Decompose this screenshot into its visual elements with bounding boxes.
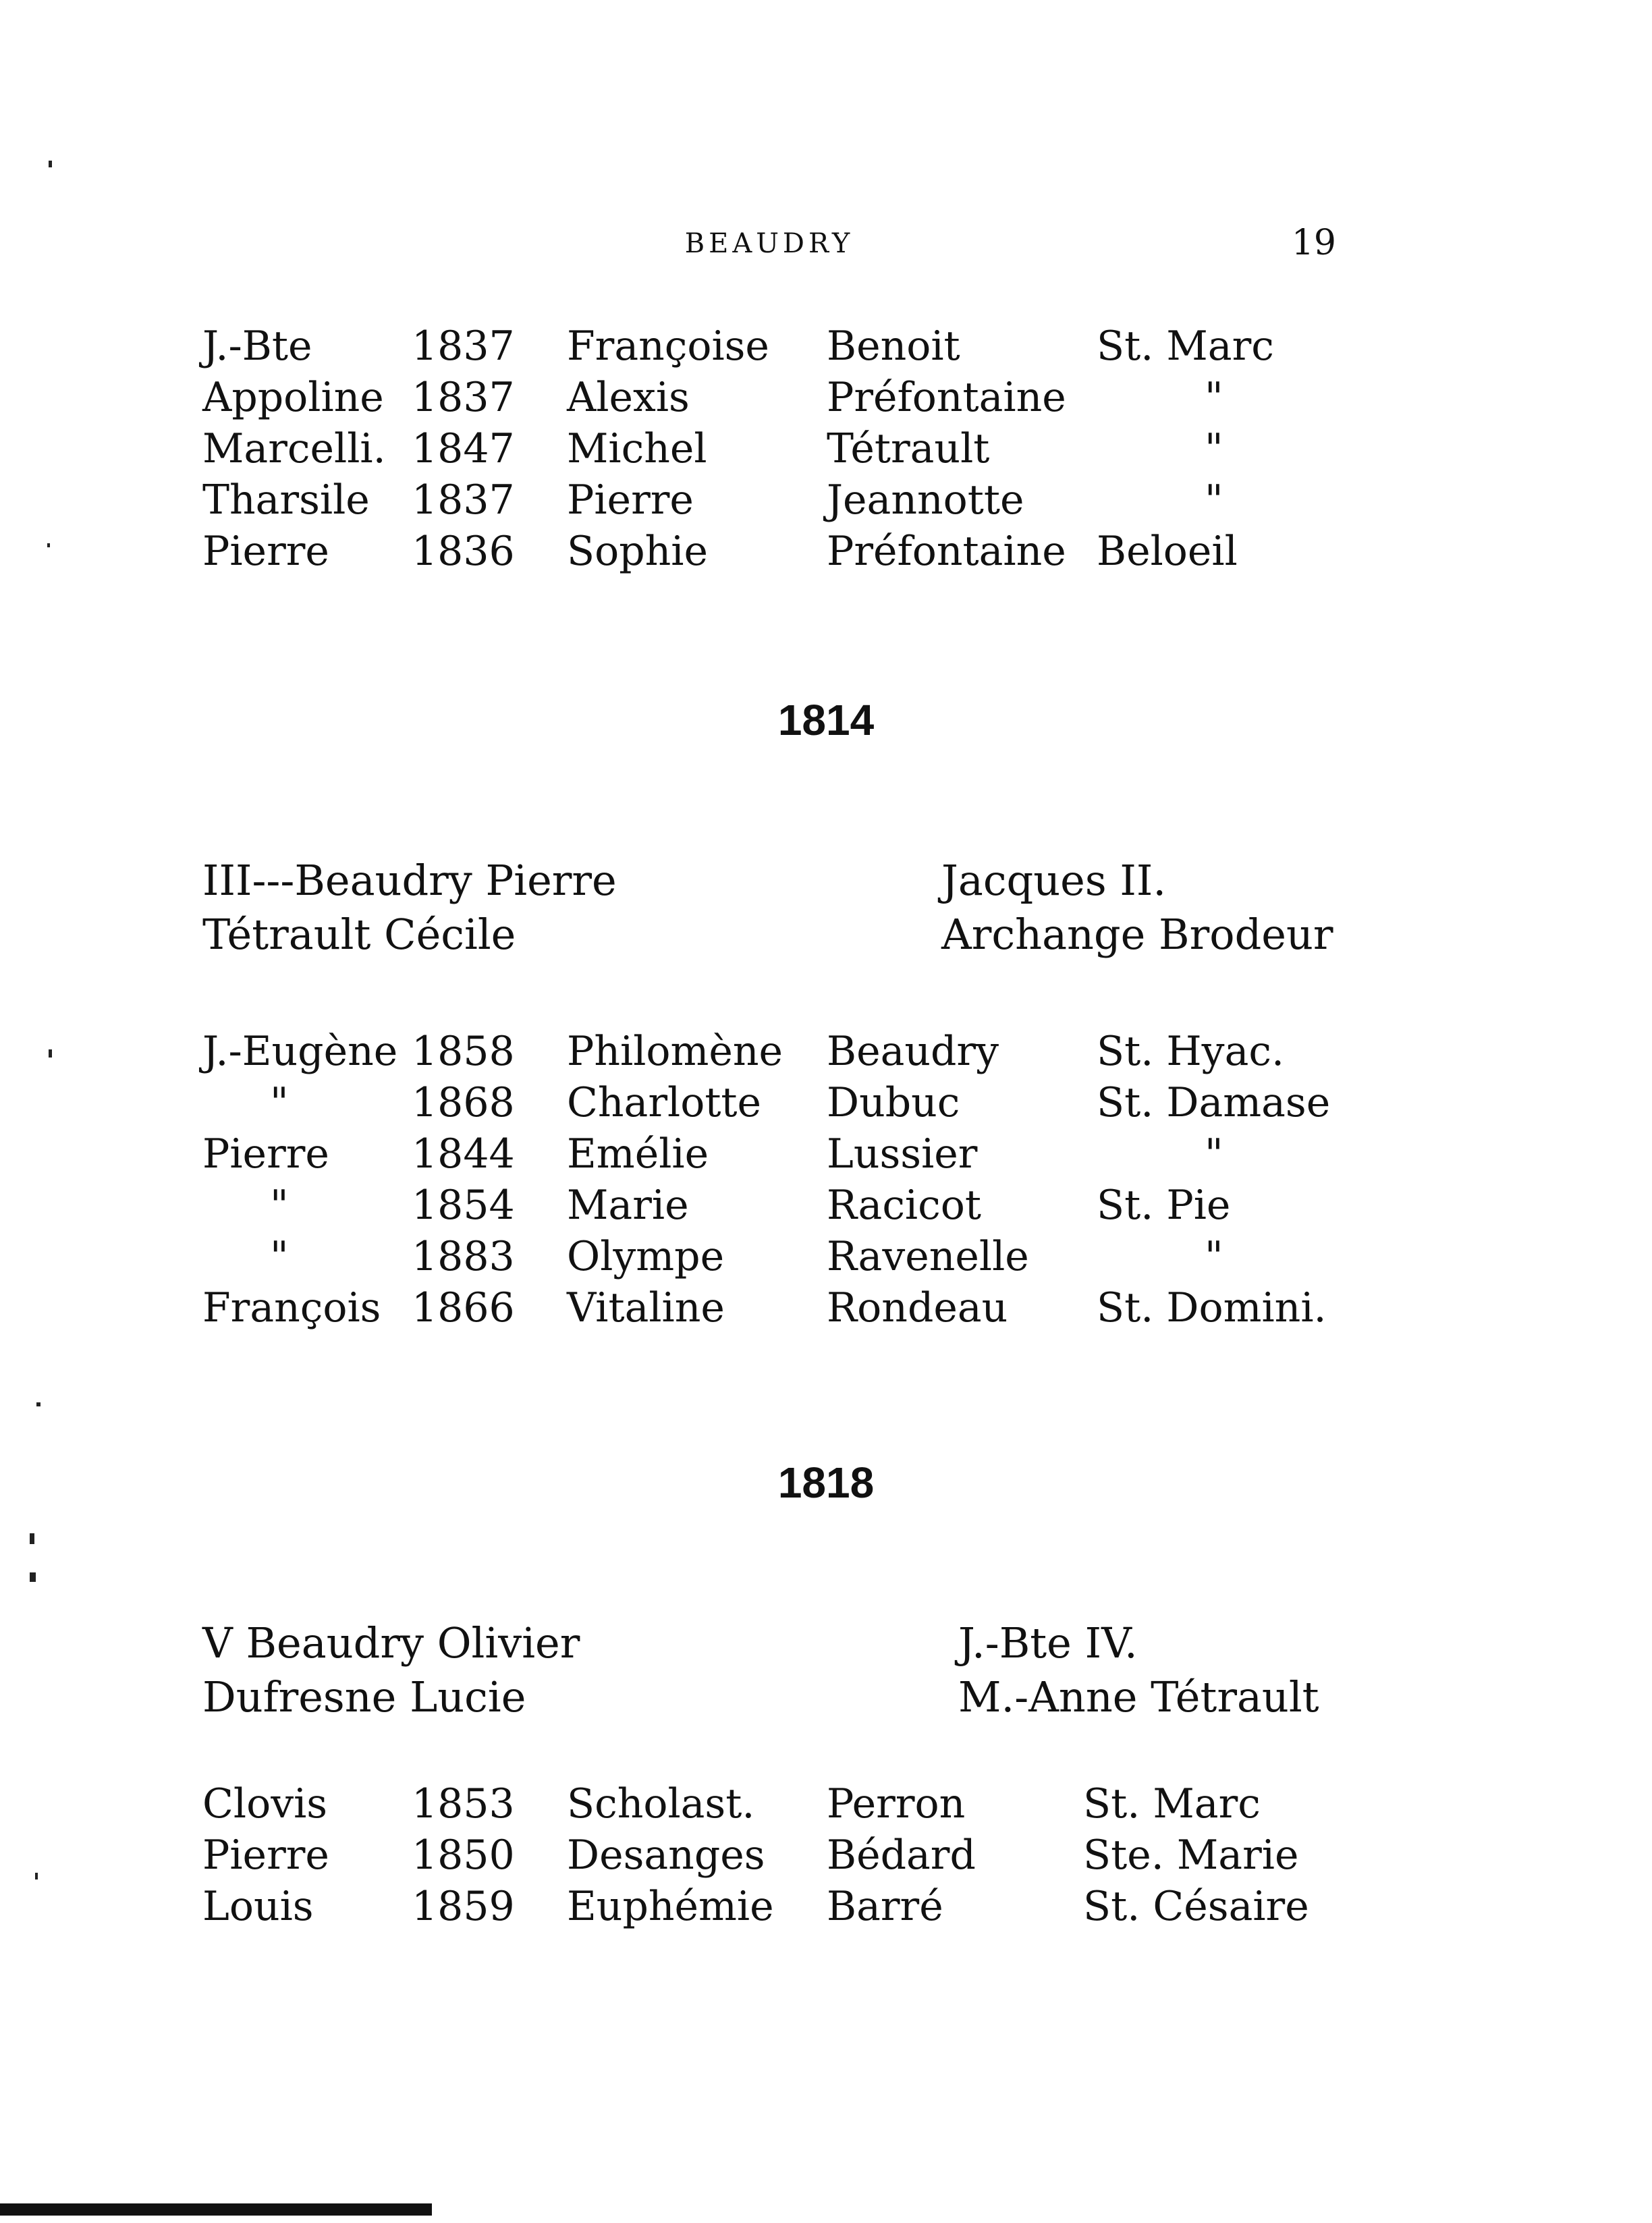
child-name: Pierre: [202, 1832, 329, 1879]
spouse-surname: Bédard: [827, 1832, 976, 1879]
entry-row: [0, 1778, 1652, 1830]
spouse-surname: Jeannotte: [827, 476, 1024, 524]
child-name: Clovis: [202, 1780, 328, 1828]
entry-row: [0, 526, 1652, 577]
entry-row: [0, 1231, 1652, 1282]
spouse-first-name: Sophie: [567, 528, 708, 575]
parish-ditto: ": [1205, 425, 1223, 472]
spouse-surname: Benoit: [827, 323, 960, 370]
spouse-surname: Racicot: [827, 1182, 981, 1229]
scan-speck: [30, 1572, 36, 1582]
parish-ditto: ": [1205, 476, 1223, 524]
marriage-year: 1837: [412, 323, 515, 370]
scan-speck: [47, 543, 50, 547]
marriage-year: 1836: [412, 528, 515, 575]
scan-speck: [49, 1049, 52, 1058]
marriage-year: 1859: [412, 1883, 515, 1930]
marriage-year: 1883: [412, 1233, 515, 1280]
parish-ditto: ": [1205, 374, 1223, 421]
marriage-year: 1844: [412, 1130, 515, 1178]
spouse-surname: Beaudry: [827, 1028, 999, 1075]
child-name-ditto: ": [270, 1079, 289, 1126]
entry-row: [0, 423, 1652, 474]
marriage-year: 1837: [412, 374, 515, 421]
parish: Ste. Marie: [1083, 1832, 1299, 1879]
entry-row: [0, 474, 1652, 526]
parents-block: [0, 854, 1652, 962]
spouse-surname: Perron: [827, 1780, 966, 1828]
marriage-year: 1868: [412, 1079, 515, 1126]
child-name-ditto: ": [270, 1182, 289, 1229]
scan-speck: [49, 161, 52, 167]
wife-line: Dufresne Lucie: [202, 1672, 526, 1722]
running-head: [202, 223, 1336, 263]
marriage-year: 1850: [412, 1832, 515, 1879]
child-name: Pierre: [202, 1130, 329, 1178]
spouse-surname: Barré: [827, 1883, 943, 1930]
spouse-first-name: Scholast.: [567, 1780, 755, 1828]
spouse-surname: Lussier: [827, 1130, 978, 1178]
child-name: Louis: [202, 1883, 314, 1930]
parish: Beloeil: [1097, 528, 1238, 575]
entry-row: [0, 1026, 1652, 1077]
parish: St. Marc: [1083, 1780, 1261, 1828]
scan-speck: [30, 1533, 34, 1544]
entry-row: [0, 372, 1652, 423]
husband-parents-line: J.-Bte IV.: [958, 1618, 1138, 1668]
parish: St. Pie: [1097, 1182, 1231, 1229]
child-name: Tharsile: [202, 476, 370, 524]
marriage-year: 1854: [412, 1182, 515, 1229]
spouse-first-name: Olympe: [567, 1233, 725, 1280]
husband-parents-line: Jacques II.: [941, 856, 1167, 905]
marriage-year: 1837: [412, 476, 515, 524]
spouse-first-name: Françoise: [567, 323, 769, 370]
spouse-first-name: Desanges: [567, 1832, 765, 1879]
spouse-surname: Tétrault: [827, 425, 990, 472]
spouse-first-name: Philomène: [567, 1028, 783, 1075]
spouse-surname: Rondeau: [827, 1284, 1008, 1332]
entry-row: [0, 1128, 1652, 1180]
section-year-heading: 1814: [777, 696, 875, 744]
husband-line: V Beaudry Olivier: [202, 1618, 580, 1668]
parish: St. Damase: [1097, 1079, 1331, 1126]
page-number: 19: [1291, 223, 1336, 263]
parents-block: [0, 1616, 1652, 1724]
scan-speck: [35, 1873, 38, 1879]
child-name: Marcelli.: [202, 425, 386, 472]
spouse-first-name: Vitaline: [567, 1284, 725, 1332]
spouse-surname: Préfontaine: [827, 374, 1066, 421]
marriage-year: 1866: [412, 1284, 515, 1332]
parish: St. Hyac.: [1097, 1028, 1285, 1075]
spouse-first-name: Pierre: [567, 476, 694, 524]
marriage-year: 1847: [412, 425, 515, 472]
spouse-first-name: Emélie: [567, 1130, 709, 1178]
entry-row: [0, 1282, 1652, 1334]
child-name: François: [202, 1284, 381, 1332]
parish-ditto: ": [1205, 1233, 1223, 1280]
husband-line: III---Beaudry Pierre: [202, 856, 617, 905]
parish: St. Césaire: [1083, 1883, 1309, 1930]
entry-row: [0, 1830, 1652, 1881]
entry-row: [0, 1077, 1652, 1128]
wife-parents-line: M.-Anne Tétrault: [958, 1672, 1319, 1722]
spouse-first-name: Alexis: [567, 374, 690, 421]
entry-row: [0, 321, 1652, 372]
parish-ditto: ": [1205, 1130, 1223, 1178]
section-year-heading: 1818: [777, 1458, 875, 1507]
child-name: J.-Eugène: [202, 1028, 398, 1075]
spouse-first-name: Euphémie: [567, 1883, 774, 1930]
entry-row: [0, 1881, 1652, 1932]
spouse-surname: Préfontaine: [827, 528, 1066, 575]
spouse-surname: Ravenelle: [827, 1233, 1029, 1280]
parish: St. Marc: [1097, 323, 1274, 370]
child-name-ditto: ": [270, 1233, 289, 1280]
scan-speck: [36, 1402, 40, 1406]
running-title: BEAUDRY: [684, 228, 854, 259]
wife-line: Tétrault Cécile: [202, 910, 516, 959]
spouse-first-name: Marie: [567, 1182, 689, 1229]
child-name: Pierre: [202, 528, 329, 575]
spouse-first-name: Charlotte: [567, 1079, 762, 1126]
marriage-year: 1853: [412, 1780, 515, 1828]
marriage-year: 1858: [412, 1028, 515, 1075]
child-name: J.-Bte: [202, 323, 312, 370]
spouse-surname: Dubuc: [827, 1079, 960, 1126]
scan-edge-bar: [0, 2203, 432, 2216]
child-name: Appoline: [202, 374, 384, 421]
wife-parents-line: Archange Brodeur: [941, 910, 1333, 959]
entry-row: [0, 1180, 1652, 1231]
parish: St. Domini.: [1097, 1284, 1327, 1332]
spouse-first-name: Michel: [567, 425, 707, 472]
